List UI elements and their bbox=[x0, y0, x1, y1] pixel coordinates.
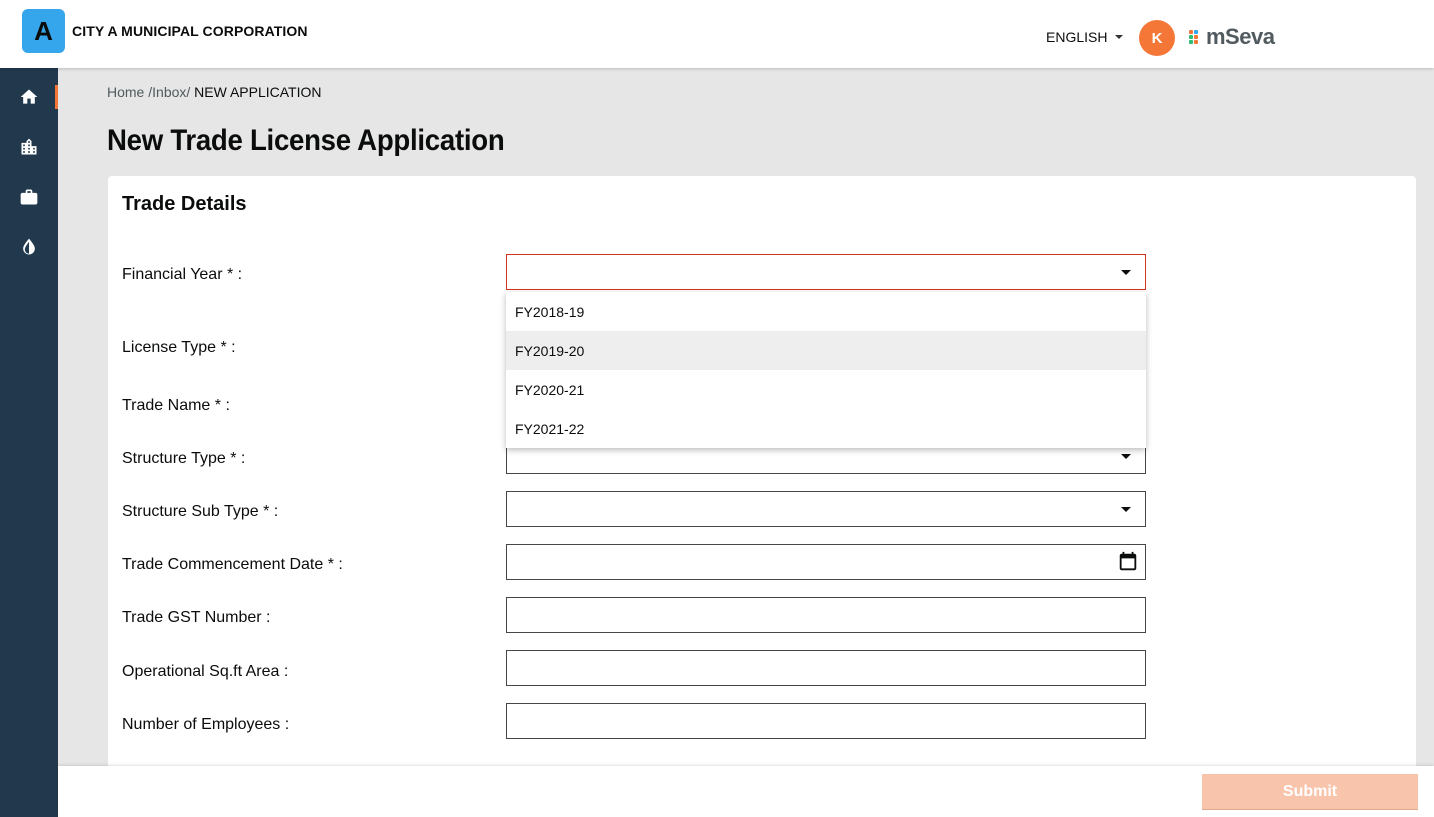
commencement-date-input[interactable] bbox=[506, 544, 1146, 580]
language-label: ENGLISH bbox=[1046, 29, 1108, 45]
dropdown-option[interactable]: FY2018-19 bbox=[515, 303, 585, 320]
employees-label: Number of Employees : bbox=[122, 716, 290, 733]
sidebar-item-home[interactable] bbox=[0, 77, 58, 117]
employees-input[interactable] bbox=[506, 703, 1146, 739]
brand-dot bbox=[1189, 35, 1193, 39]
sidebar-item-trade[interactable] bbox=[0, 177, 58, 217]
city-logo-letter: A bbox=[34, 15, 53, 46]
breadcrumb bbox=[107, 84, 322, 100]
submit-button[interactable]: Submit bbox=[1202, 774, 1418, 810]
breadcrumb-current: NEW APPLICATION bbox=[194, 84, 322, 100]
card-title: Trade Details bbox=[122, 193, 247, 215]
brand-dot bbox=[1194, 40, 1198, 44]
chevron-down-icon bbox=[1115, 35, 1123, 39]
page-title: New Trade License Application bbox=[107, 124, 505, 157]
user-initial: K bbox=[1151, 29, 1163, 47]
chevron-down-icon bbox=[1121, 507, 1131, 512]
sqft-area-input[interactable] bbox=[506, 650, 1146, 686]
city-building-icon bbox=[19, 137, 39, 157]
mseva-logo bbox=[1189, 24, 1274, 50]
gst-number-label: Trade GST Number : bbox=[122, 609, 271, 626]
user-avatar[interactable] bbox=[1139, 20, 1175, 56]
brand-dot bbox=[1189, 40, 1193, 44]
license-type-label: License Type * : bbox=[122, 339, 236, 356]
action-bar bbox=[58, 766, 1434, 817]
dropdown-option[interactable]: FY2020-21 bbox=[515, 381, 585, 398]
city-name: CITY A MUNICIPAL CORPORATION bbox=[72, 23, 308, 39]
structure-sub-type-select[interactable] bbox=[506, 491, 1146, 527]
commencement-date-label: Trade Commencement Date * : bbox=[122, 556, 343, 573]
brand-name: mSeva bbox=[1206, 24, 1275, 49]
breadcrumb-separator: / bbox=[186, 84, 195, 100]
sidebar-item-water[interactable] bbox=[0, 227, 58, 267]
briefcase-icon bbox=[19, 187, 39, 207]
trade-details-card bbox=[108, 176, 1416, 796]
home-icon bbox=[19, 87, 39, 107]
financial-year-select[interactable] bbox=[506, 254, 1146, 290]
brand-dot bbox=[1194, 35, 1198, 39]
trade-name-label: Trade Name * : bbox=[122, 397, 230, 414]
structure-sub-type-label: Structure Sub Type * : bbox=[122, 503, 279, 520]
breadcrumb-inbox-link[interactable]: Inbox bbox=[152, 84, 187, 100]
dropdown-option[interactable]: FY2019-20 bbox=[506, 331, 1146, 370]
brand-dot bbox=[1194, 30, 1198, 34]
structure-type-label: Structure Type * : bbox=[122, 450, 246, 467]
gst-number-input[interactable] bbox=[506, 597, 1146, 633]
language-selector[interactable] bbox=[1046, 29, 1123, 45]
sidebar bbox=[0, 68, 58, 817]
breadcrumb-separator: / bbox=[144, 84, 153, 100]
brand-dot bbox=[1189, 30, 1193, 34]
financial-year-dropdown bbox=[506, 292, 1146, 448]
financial-year-label: Financial Year * : bbox=[122, 266, 243, 283]
city-logo bbox=[22, 9, 65, 53]
chevron-down-icon bbox=[1121, 270, 1131, 275]
breadcrumb-home-link[interactable]: Home bbox=[107, 84, 145, 100]
top-header bbox=[0, 0, 1434, 68]
calendar-icon[interactable] bbox=[1117, 551, 1139, 573]
mseva-dots-icon bbox=[1189, 30, 1203, 44]
sidebar-item-city[interactable] bbox=[0, 127, 58, 167]
dropdown-option[interactable]: FY2021-22 bbox=[515, 420, 585, 437]
chevron-down-icon bbox=[1121, 454, 1131, 459]
water-drop-icon bbox=[19, 237, 39, 257]
sqft-area-label: Operational Sq.ft Area : bbox=[122, 663, 289, 680]
